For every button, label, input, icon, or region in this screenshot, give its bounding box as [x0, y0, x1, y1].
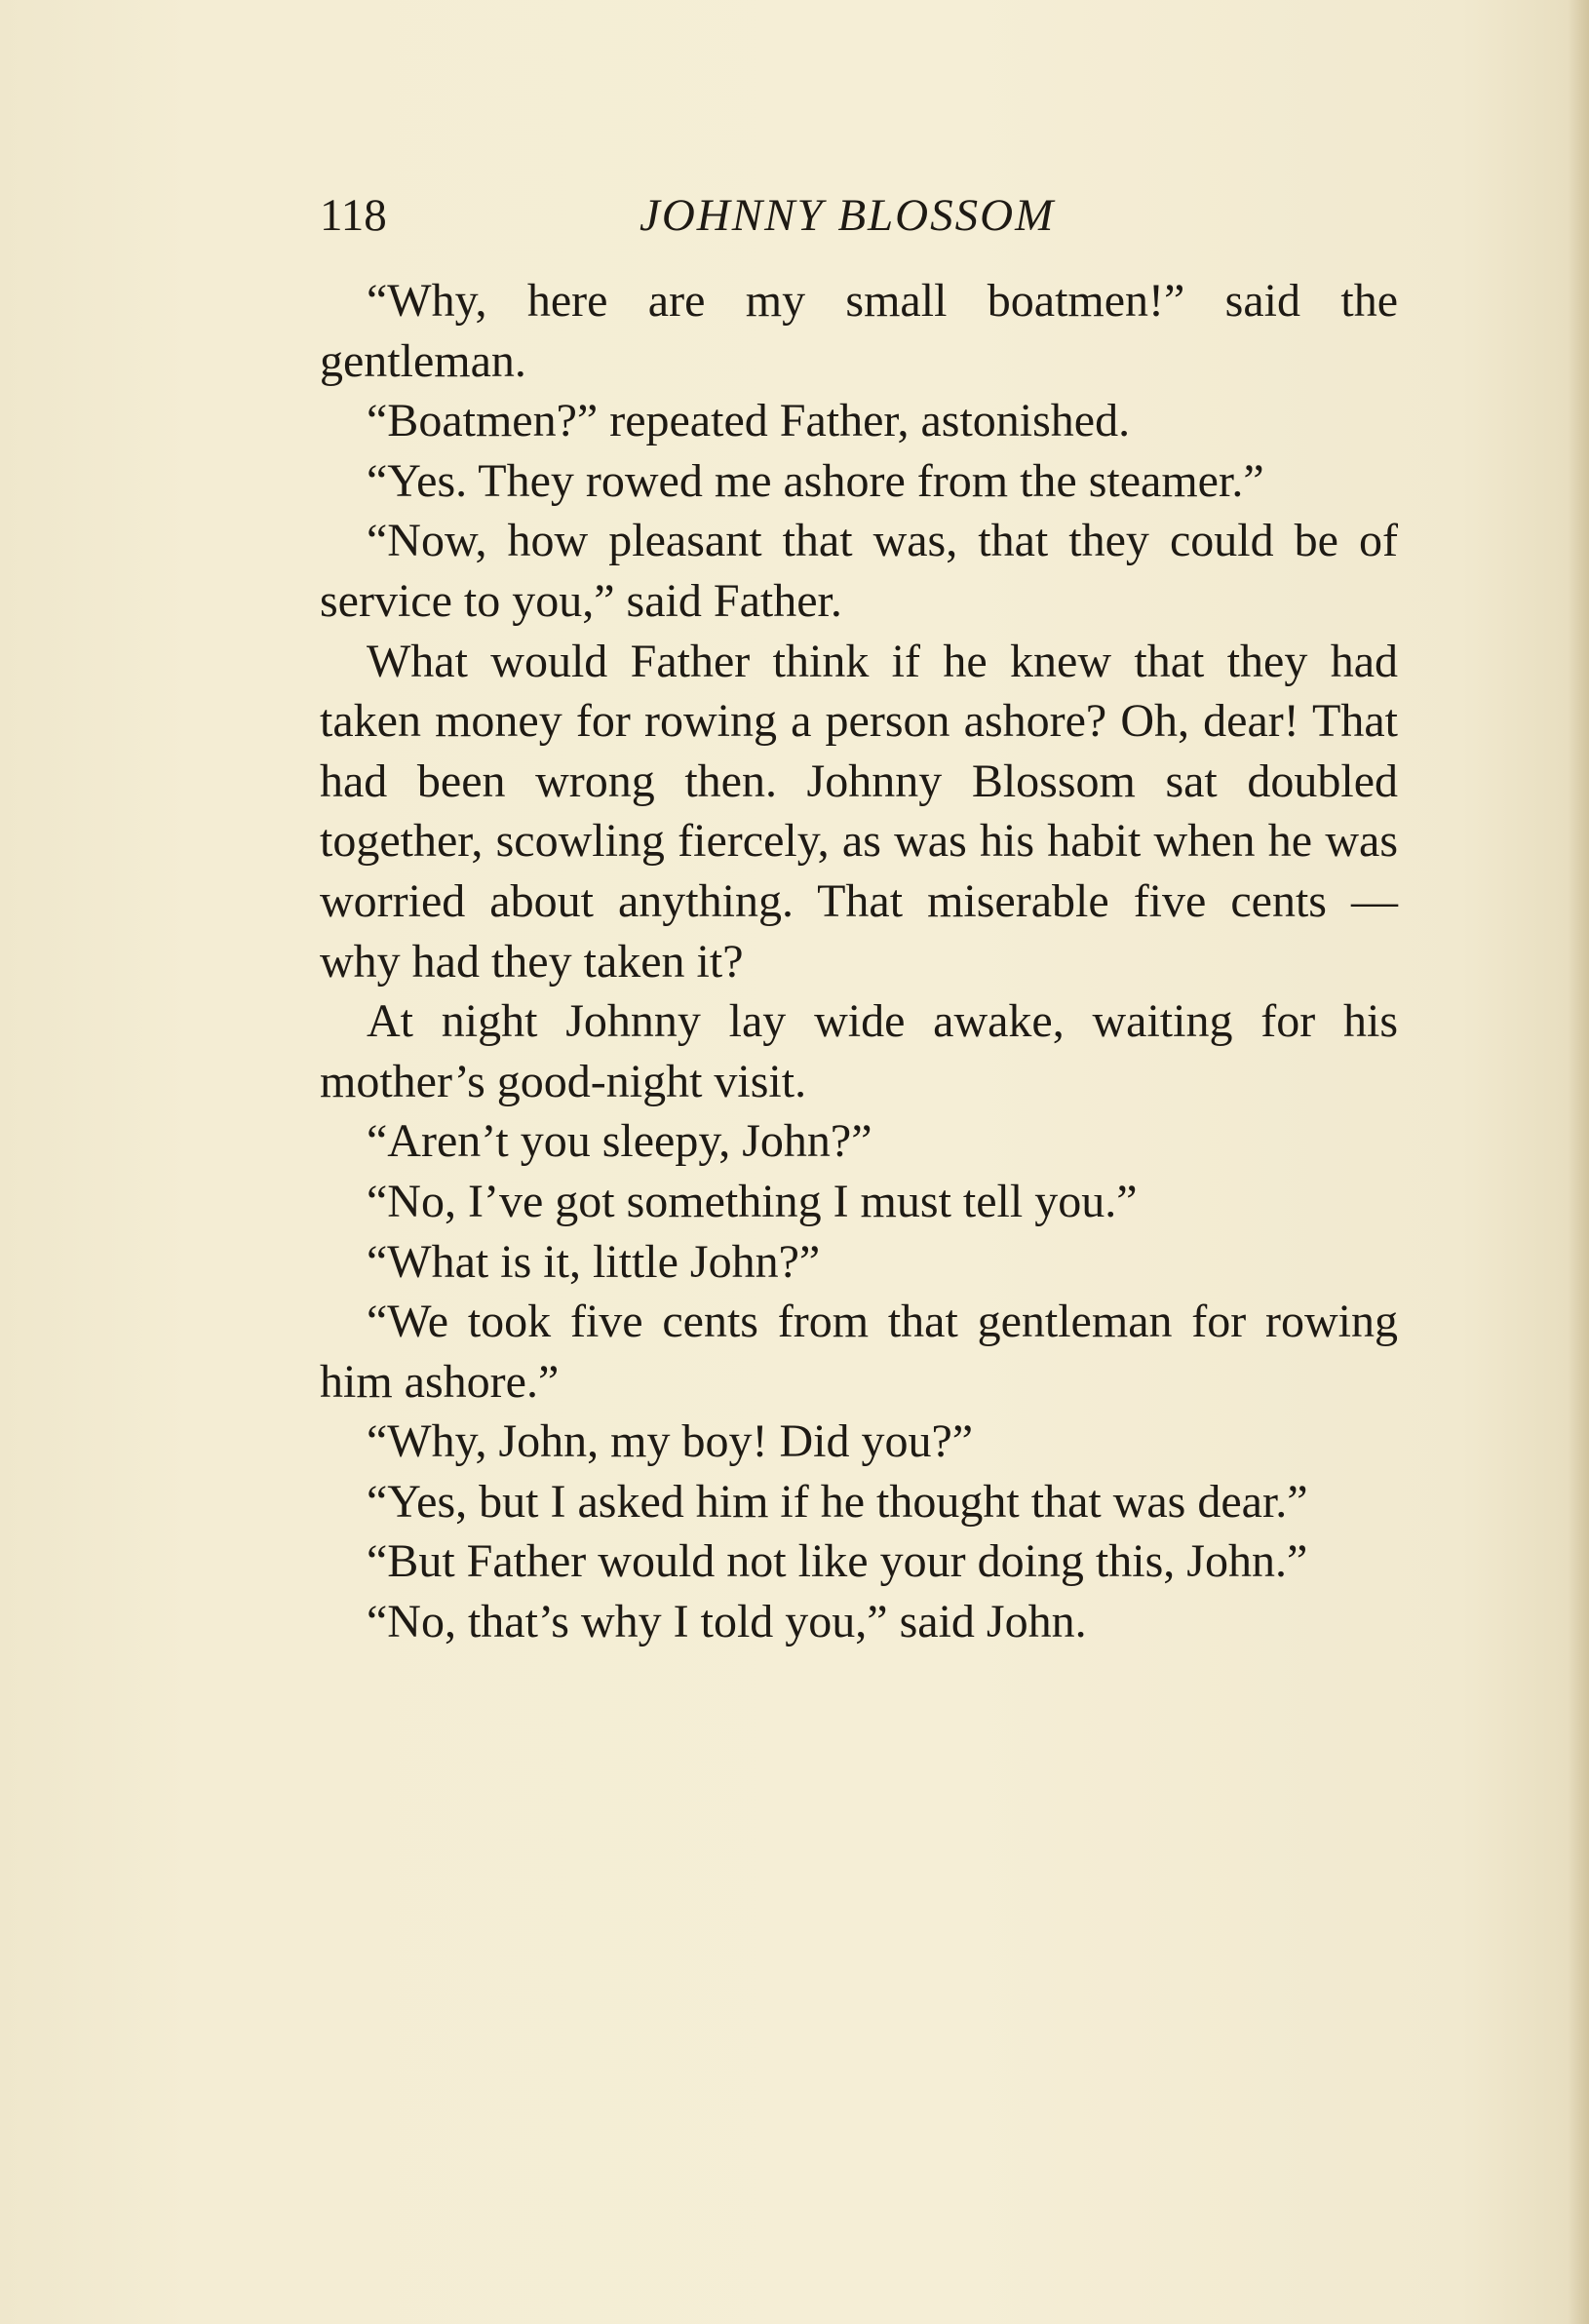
paragraph: “Yes, but I asked him if he thought that was dear.” — [367, 1475, 1308, 1528]
paragraph: “We took five cents from that gentleman for rowing him ashore.” — [320, 1296, 1398, 1408]
running-title: JOHNNY BLOSSOM — [639, 190, 1056, 241]
paragraph: What would Father think if he knew that they had taken money for rowing a person ashore? Oh, dear! That had been wrong then. Johnny Blossom sat doubled together, scowling fiercely, as was his habit when he was worried about anything. That miserable five cents — why had they taken it? — [320, 635, 1398, 988]
paragraph: “No, that’s why I told you,” said John. — [367, 1596, 1087, 1648]
paragraph: “No, I’ve got something I must tell you.” — [367, 1175, 1138, 1227]
page-number: 118 — [320, 190, 387, 241]
paragraph: At night Johnny lay wide awake, waiting for his mother’s good-night visit. — [320, 995, 1398, 1107]
body-text — [320, 271, 1398, 1652]
paragraph: “Yes. They rowed me ashore from the steamer.” — [367, 454, 1264, 507]
page-edge-shadow — [1568, 0, 1589, 2324]
running-header — [320, 181, 1398, 250]
paragraph: “But Father would not like your doing this, John.” — [367, 1535, 1308, 1588]
paragraph: “Aren’t you sleepy, John?” — [367, 1115, 872, 1168]
paragraph: “Now, how pleasant that was, that they could be of service to you,” said Father. — [320, 515, 1398, 627]
paragraph: “Why, John, my boy! Did you?” — [367, 1415, 974, 1468]
paragraph: “What is it, little John?” — [367, 1235, 821, 1288]
paragraph: “Why, here are my small boatmen!” said the gentleman. — [320, 275, 1398, 387]
paragraph: “Boatmen?” repeated Father, astonished. — [367, 395, 1131, 447]
